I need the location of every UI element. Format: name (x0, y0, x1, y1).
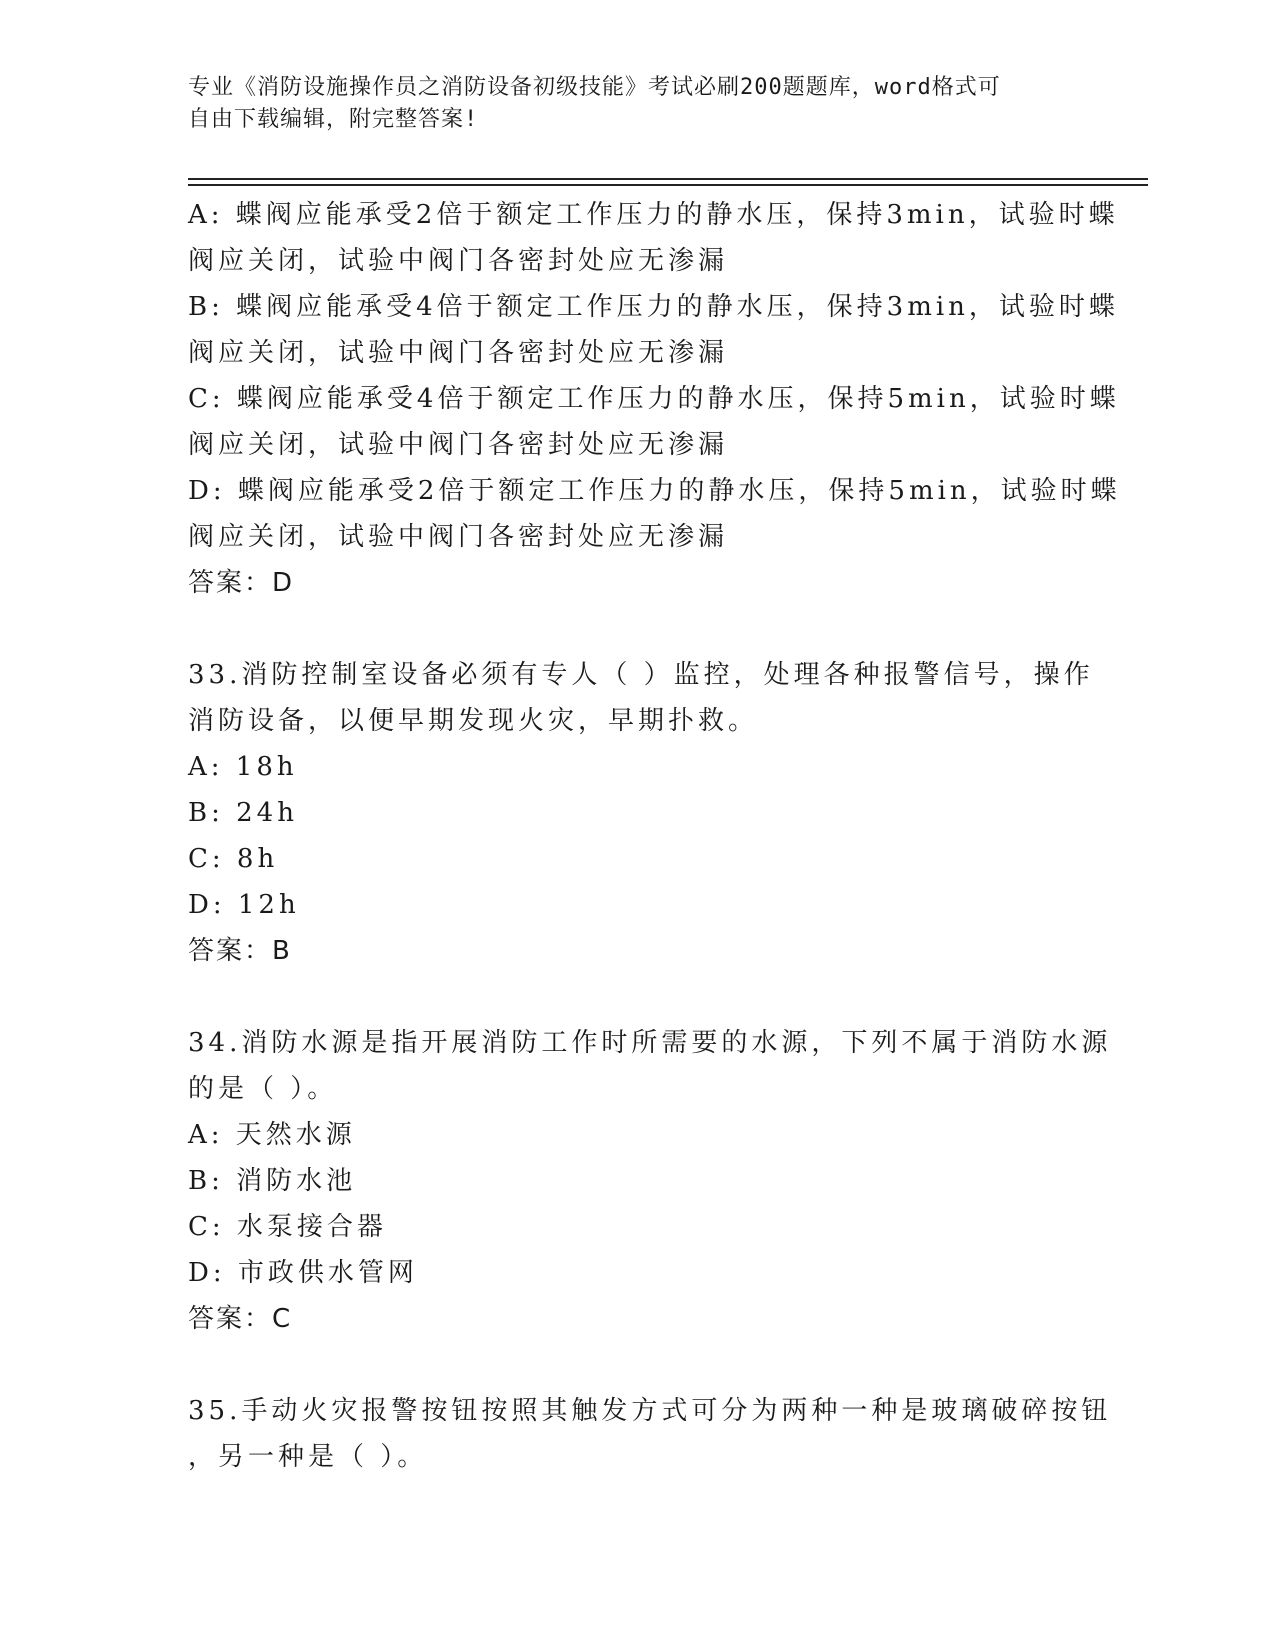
question-35 (188, 1388, 1112, 1480)
option-b: B: 消防水池 (188, 1166, 357, 1196)
header-rule-top (188, 178, 1148, 180)
question-32 (188, 192, 1121, 606)
header-line-2: 自由下载编辑，附完整答案! (188, 107, 479, 132)
option-d-line-2: 阀应关闭，试验中阀门各密封处应无渗漏 (188, 522, 729, 552)
option-c-line-1: C: 蝶阀应能承受4倍于额定工作压力的静水压，保持5min，试验时蝶 (188, 384, 1120, 414)
document-header (188, 72, 1088, 136)
question-33 (188, 652, 1094, 974)
option-b-line-1: B: 蝶阀应能承受4倍于额定工作压力的静水压，保持3min，试验时蝶 (188, 292, 1119, 322)
question-35-stem-line-2: ，另一种是（ ）。 (188, 1442, 428, 1472)
answer-34: 答案：C (188, 1304, 293, 1334)
question-33-stem-line-2: 消防设备，以便早期发现火灾，早期扑救。 (188, 706, 759, 736)
option-a: A: 天然水源 (188, 1120, 356, 1150)
option-a: A: 18h (188, 752, 298, 782)
question-35-stem-line-1: 35.手动火灾报警按钮按照其触发方式可分为两种一种是玻璃破碎按钮 (188, 1396, 1112, 1426)
option-c-line-2: 阀应关闭，试验中阀门各密封处应无渗漏 (188, 430, 729, 460)
question-content (188, 192, 1121, 1480)
option-d: D: 12h (188, 890, 300, 920)
answer-32: 答案：D (188, 568, 295, 598)
spacer (188, 1342, 1088, 1388)
option-b-line-2: 阀应关闭，试验中阀门各密封处应无渗漏 (188, 338, 729, 368)
option-a-line-1: A: 蝶阀应能承受2倍于额定工作压力的静水压，保持3min，试验时蝶 (188, 200, 1119, 230)
header-line-1: 专业《消防设施操作员之消防设备初级技能》考试必刷200题题库，word格式可 (188, 75, 1001, 100)
option-d-line-1: D: 蝶阀应能承受2倍于额定工作压力的静水压，保持5min，试验时蝶 (188, 476, 1121, 506)
option-c: C: 水泵接合器 (188, 1212, 387, 1242)
answer-33: 答案：B (188, 936, 292, 966)
question-34-stem-line-2: 的是（ ）。 (188, 1074, 338, 1104)
option-d: D: 市政供水管网 (188, 1258, 418, 1288)
option-c: C: 8h (188, 844, 279, 874)
option-a-line-2: 阀应关闭，试验中阀门各密封处应无渗漏 (188, 246, 729, 276)
question-34 (188, 1020, 1112, 1342)
header-rule-bottom (188, 184, 1148, 186)
question-33-stem-line-1: 33.消防控制室设备必须有专人（ ）监控，处理各种报警信号，操作 (188, 660, 1094, 690)
spacer (188, 606, 1088, 652)
option-b: B: 24h (188, 798, 298, 828)
question-34-stem-line-1: 34.消防水源是指开展消防工作时所需要的水源，下列不属于消防水源 (188, 1028, 1112, 1058)
spacer (188, 974, 1088, 1020)
